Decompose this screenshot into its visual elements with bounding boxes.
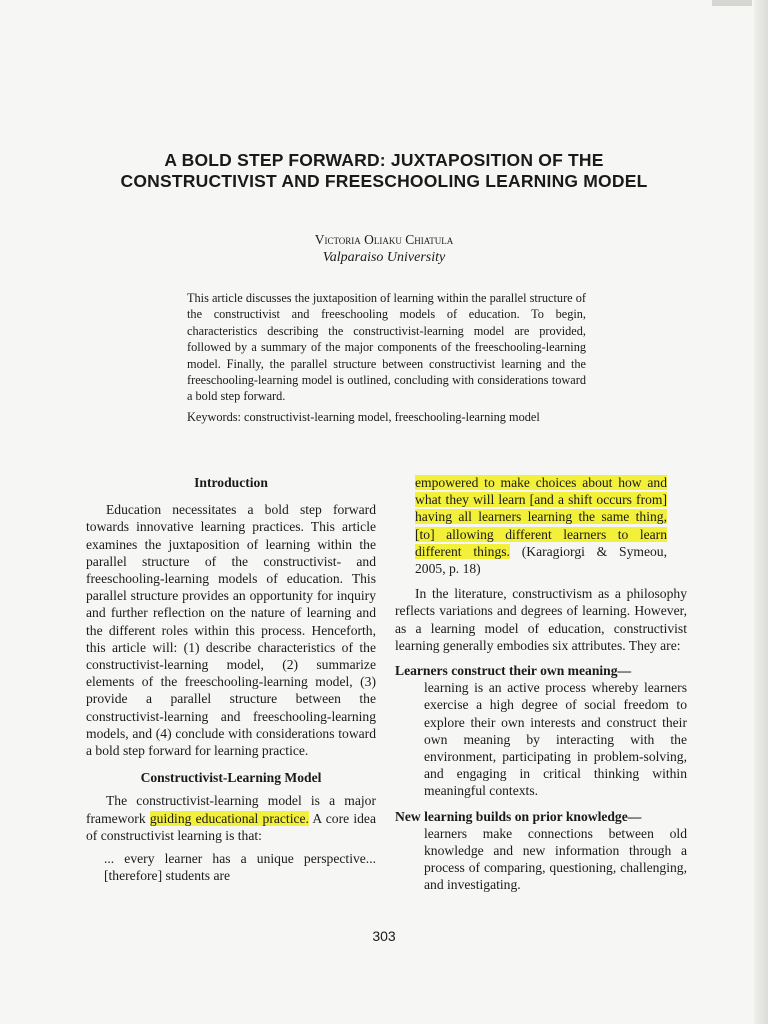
attribute-item: [395, 662, 687, 800]
page-number: 303: [372, 928, 396, 944]
highlighted-quote: empowered to make choices about how and what they will learn [and a shift occurs from] having all learners learning the same thing, [to] allowing different learners to learn different things.: [415, 475, 667, 559]
attribute-body: learning is an active process whereby learners exercise a high degree of social freedom to explore their own interests and construct their own meaning by interacting with the environment, participating in problem-solving, and engaging in critical thinking within meaningful contexts.: [424, 680, 687, 799]
left-column: [86, 474, 376, 884]
attribute-body: learners make connections between old knowledge and new information through a process of comparing, questioning, challenging, and investigating.: [424, 825, 687, 893]
keywords-line: Keywords: constructivist-learning model, freeschooling-learning model: [187, 409, 540, 424]
abstract-block: [187, 290, 586, 425]
article-title: A BOLD STEP FORWARD: JUXTAPOSITION OF THE CONSTRUCTIVIST AND FREESCHOOLING LEARNING MODEL: [120, 150, 648, 191]
introduction-heading: Introduction: [194, 475, 268, 490]
right-column: [395, 474, 687, 894]
abstract-text: This article discusses the juxtaposition of learning within the parallel structure of the constructivist and freeschooling models of education. To begin, characteristics describing the constructivist-learning model are provided, followed by a summary of the major components of the freeschooling-learning model. Finally, the parallel structure between constructivist learning and the freeschooling-learning model is outlined, concluding with considerations toward a bold step forward.: [187, 291, 586, 404]
block-quote-start: ... every learner has a unique perspective... [therefore] students are: [104, 851, 376, 884]
introduction-paragraph: Education necessitates a bold step forward towards innovative learning practices. This article examines the juxtaposition of learning within the parallel structure of the constructivist- and freeschooling-learning models of education. This parallel structure provides an opportunity for inquiry and further reflection on the nature of learning and the different roles within this process. Henceforth, this article will: (1) describe characteristics of the constructivist-learning model, (2) summarize elements of the freeschooling-learning model, (3) provide a parallel structure between the constructivist-learning and freeschooling-learning models, and (4) conclude with considerations toward a bold step forward for learning practice.: [86, 502, 376, 759]
scan-mark: [712, 0, 752, 6]
constructivist-model-paragraph: [86, 792, 376, 844]
block-quote-continued: [415, 474, 667, 577]
attribute-term: Learners construct their own meaning—: [395, 663, 632, 679]
page-edge-shadow: [754, 0, 768, 1024]
attribute-item: [395, 808, 687, 894]
constructivist-model-heading: Constructivist-Learning Model: [140, 770, 322, 786]
author-affiliation: Valparaiso University: [322, 250, 446, 265]
attribute-term: New learning builds on prior knowledge—: [395, 808, 642, 824]
paragraph-text: A core idea of constructivist learning is that:: [86, 810, 377, 843]
highlighted-text: guiding educational practice.: [149, 810, 309, 826]
author-name: Victoria Oliaku Chiatula: [314, 232, 454, 247]
quote-citation: (Karagiorgi & Symeou, 2005, p. 18): [415, 543, 667, 577]
paragraph-text: The constructivist-learning model is a major framework: [86, 793, 376, 826]
literature-paragraph: In the literature, constructivism as a philosophy reflects variations and degrees of learning. However, as a learning model of education, constructivist learning generally embodies six attributes. They are:: [395, 586, 687, 653]
